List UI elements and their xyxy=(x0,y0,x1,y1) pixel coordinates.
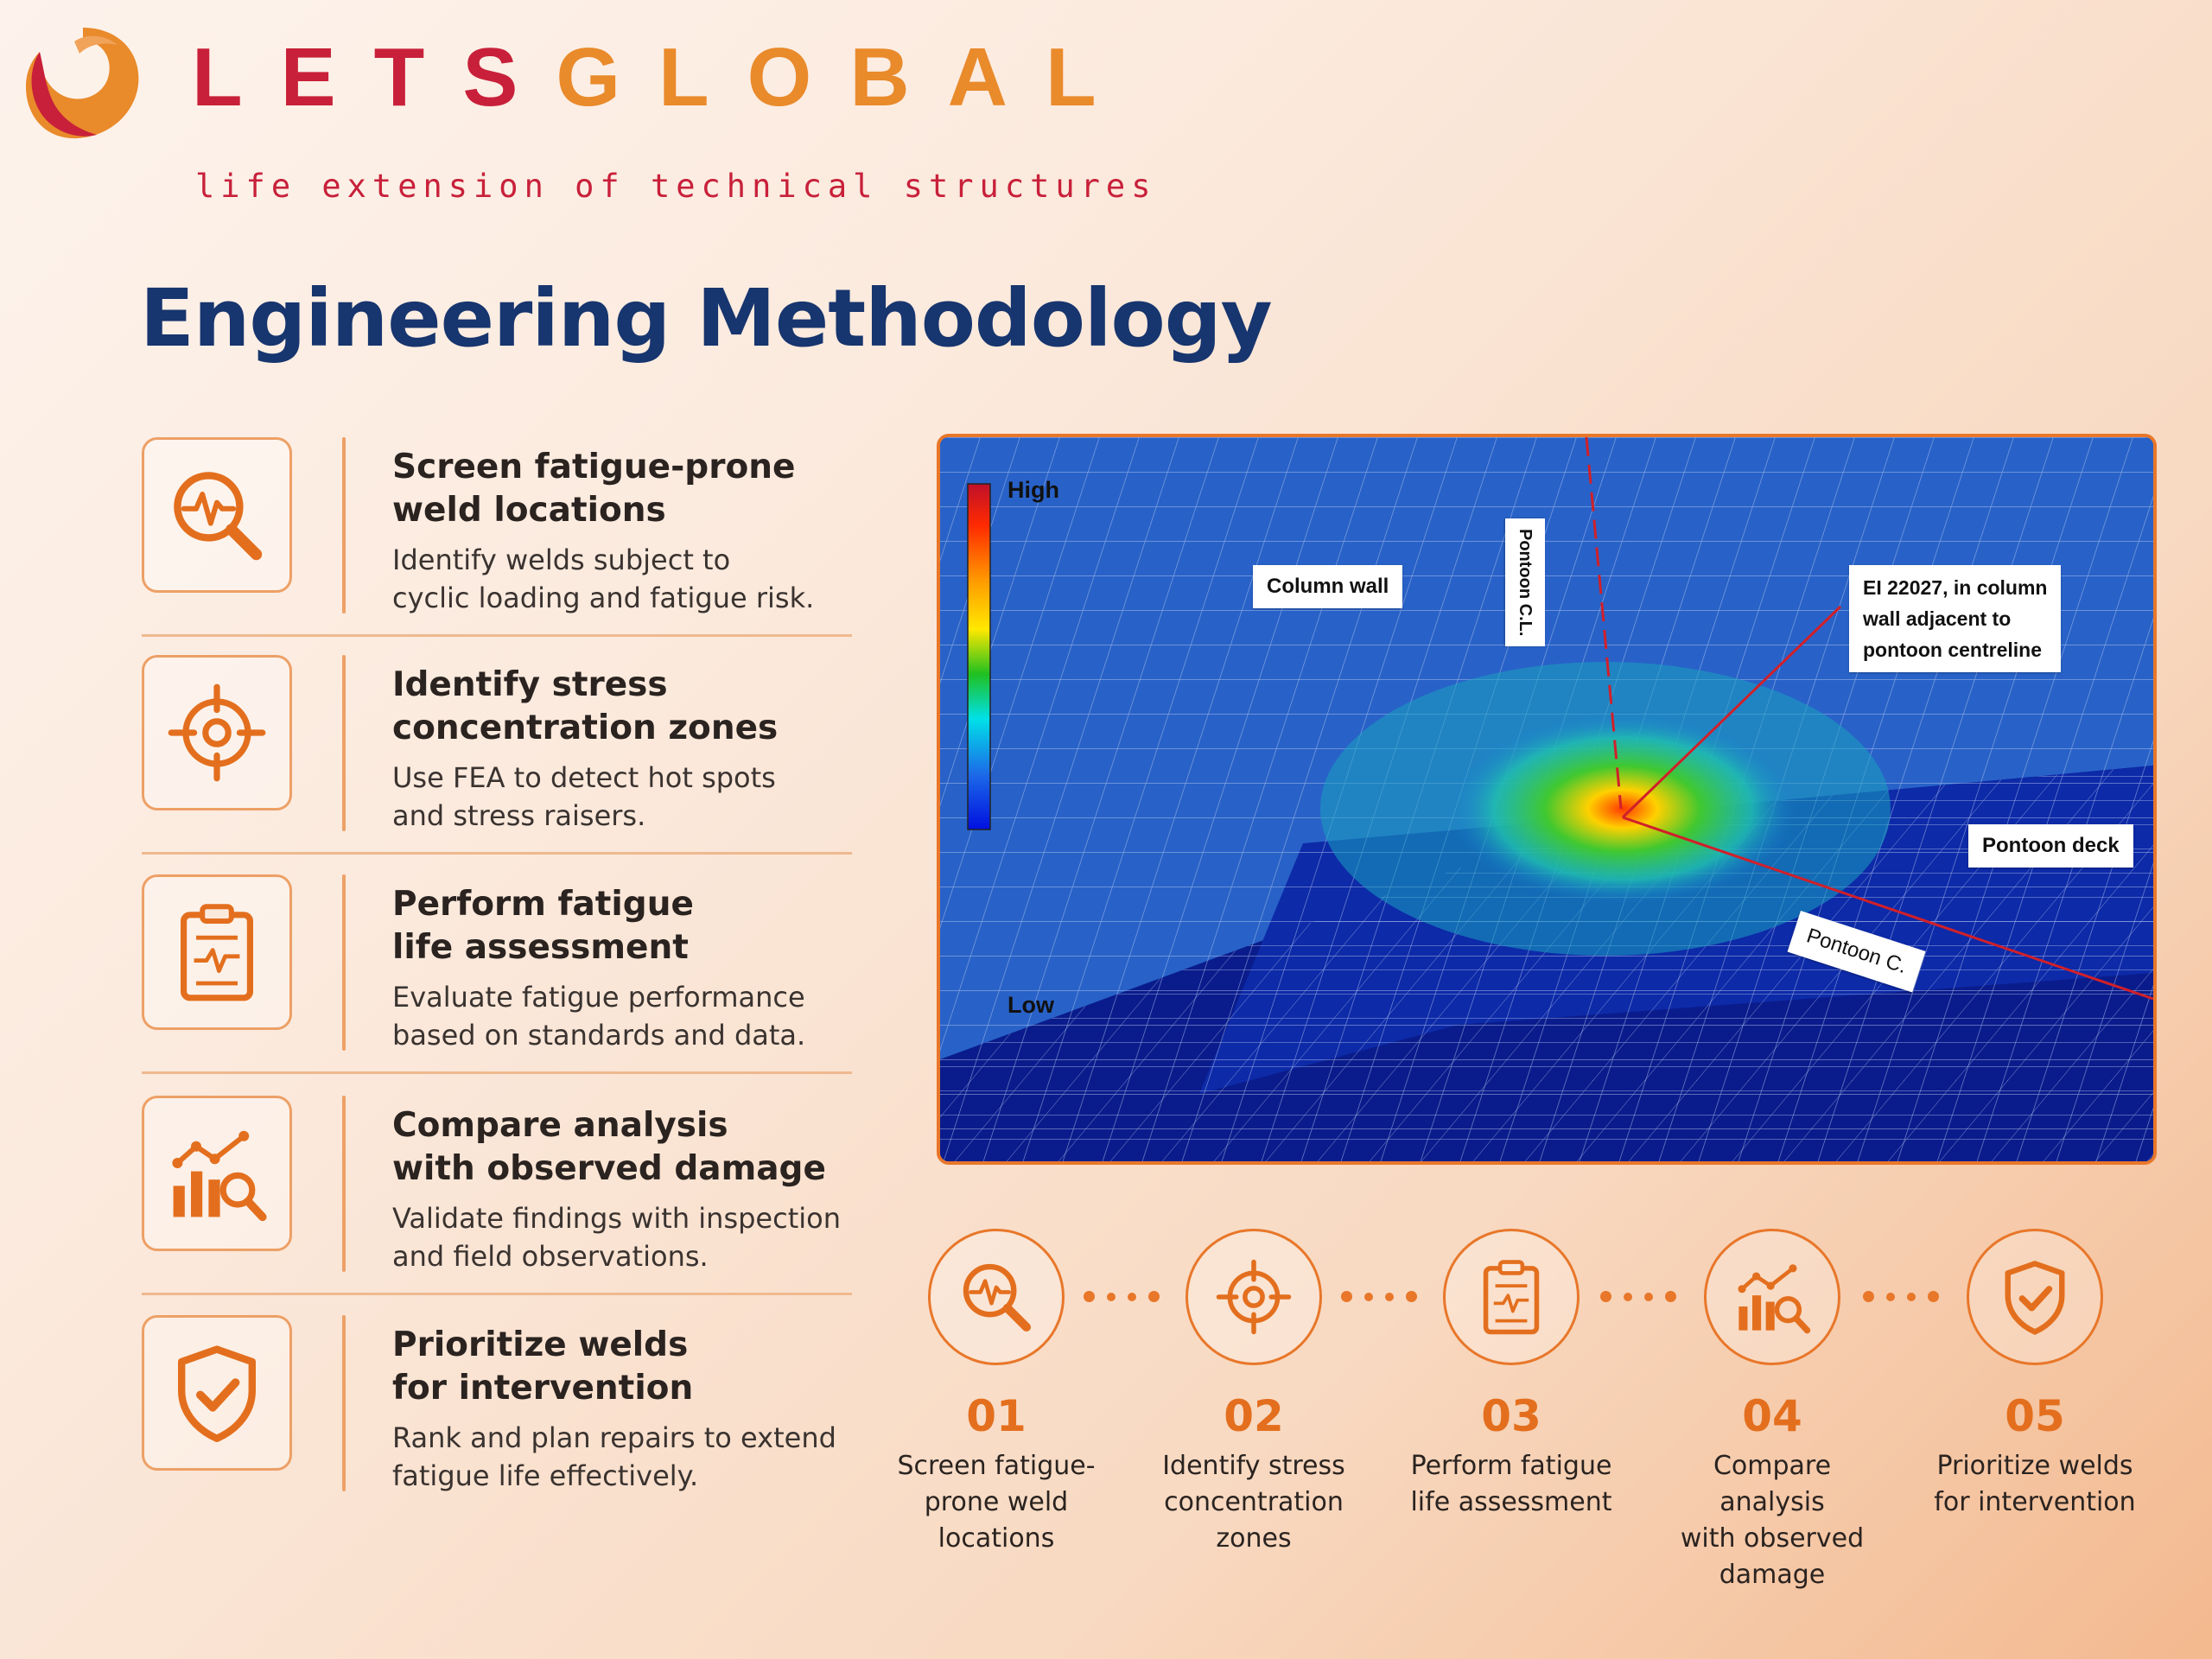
magnifier-pulse-icon xyxy=(142,437,292,593)
step-description: Use FEA to detect hot spots and stress raisers. xyxy=(392,761,776,832)
timeline-connector xyxy=(1863,1291,1939,1302)
timeline-circle-05 xyxy=(1967,1229,2103,1365)
step-title: Compare analysis with observed damage xyxy=(392,1106,826,1188)
timeline-number: 04 xyxy=(1742,1391,1802,1441)
timeline-connector xyxy=(1341,1291,1417,1302)
step-title: Perform fatigue life assessment xyxy=(392,885,694,967)
step-item xyxy=(142,437,852,655)
step-separator xyxy=(142,634,852,637)
timeline-circle-01 xyxy=(928,1229,1065,1365)
legend-low-label: Low xyxy=(1007,992,1054,1018)
step-description: Evaluate fatigue performance based on standards and data. xyxy=(392,981,806,1052)
crosshair-target-icon xyxy=(142,655,292,810)
step-separator xyxy=(142,1293,852,1295)
step-divider-vertical xyxy=(342,1096,346,1272)
brand-name xyxy=(192,31,1135,124)
timeline-circle-02 xyxy=(1185,1229,1322,1365)
step-item xyxy=(142,1315,852,1533)
step-title: Prioritize welds for intervention xyxy=(392,1325,694,1408)
timeline-caption: Prioritize welds for intervention xyxy=(1934,1451,2136,1517)
step-title: Identify stress concentration zones xyxy=(392,665,779,747)
step-divider-vertical xyxy=(342,437,346,613)
company-logo-icon xyxy=(22,24,143,142)
timeline-number: 03 xyxy=(1481,1391,1541,1441)
timeline-connector xyxy=(1084,1291,1160,1302)
step-item xyxy=(142,874,852,1092)
brand-name-global: GLOBAL xyxy=(556,31,1135,124)
timeline-connector xyxy=(1600,1291,1676,1302)
timeline-number: 02 xyxy=(1224,1391,1284,1441)
label-pontoon-c: Pontoon C. xyxy=(1788,911,1926,993)
brand-name-lets: LETS xyxy=(192,31,556,124)
label-pontoon-cl-vertical: Pontoon C.L. xyxy=(1505,518,1545,646)
step-description: Rank and plan repairs to extend fatigue life effectively. xyxy=(392,1421,836,1492)
step-divider-vertical xyxy=(342,655,346,831)
timeline-number: 01 xyxy=(966,1391,1027,1441)
timeline-caption: Compare analysis with observed damage xyxy=(1680,1451,1865,1590)
page-title: Engineering Methodology xyxy=(140,272,1272,365)
step-divider-vertical xyxy=(342,874,346,1051)
timeline-caption: Perform fatigue life assessment xyxy=(1410,1451,1612,1517)
chart-magnifier-icon xyxy=(1732,1257,1812,1337)
step-item xyxy=(142,655,852,873)
step-description: Identify welds subject to cyclic loading and fatigue risk. xyxy=(392,543,815,614)
crosshair-target-icon xyxy=(1214,1257,1294,1337)
step-description: Validate findings with inspection and field observations. xyxy=(392,1202,841,1273)
legend-high-label: High xyxy=(1007,477,1059,503)
step-title: Screen fatigue-prone weld locations xyxy=(392,448,796,530)
fea-stress-image xyxy=(937,434,2157,1165)
label-column-wall: Column wall xyxy=(1253,565,1402,608)
timeline-circle-04 xyxy=(1704,1229,1840,1365)
step-separator xyxy=(142,852,852,855)
shield-check-icon xyxy=(142,1315,292,1471)
timeline-circle-03 xyxy=(1443,1229,1580,1365)
timeline-number: 05 xyxy=(2005,1391,2065,1441)
shield-check-icon xyxy=(1995,1257,2075,1337)
timeline-caption: Screen fatigue- prone weld locations xyxy=(897,1451,1096,1554)
magnifier-pulse-icon xyxy=(957,1257,1036,1337)
clipboard-pulse-icon xyxy=(142,874,292,1030)
step-item xyxy=(142,1096,852,1313)
timeline-caption: Identify stress concentration zones xyxy=(1162,1451,1345,1554)
clipboard-pulse-icon xyxy=(1471,1257,1551,1337)
label-callout: EI 22027, in column wall adjacent to pontoon centreline xyxy=(1849,565,2061,672)
brand-tagline: life extension of technical structures xyxy=(195,168,1157,205)
step-divider-vertical xyxy=(342,1315,346,1491)
step-separator xyxy=(142,1071,852,1074)
chart-magnifier-icon xyxy=(142,1096,292,1251)
label-pontoon-deck: Pontoon deck xyxy=(1968,824,2133,868)
